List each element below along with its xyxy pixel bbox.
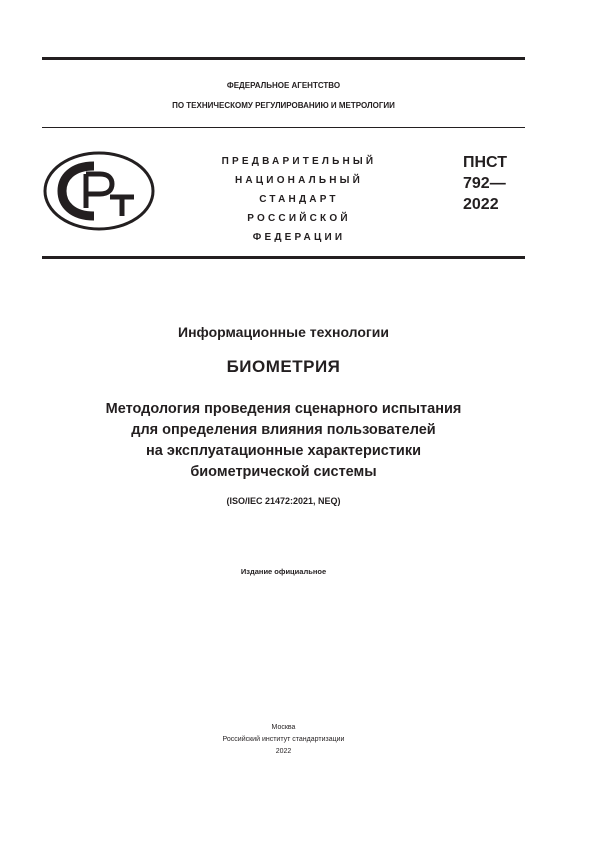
standard-code: [463, 152, 507, 215]
code-prefix: ПНСТ: [463, 154, 507, 171]
iso-reference: (ISO/IEC 21472:2021, NEQ): [226, 496, 341, 506]
agency-rule: [42, 127, 525, 128]
standard-type-line: СТАНДАРТ: [259, 194, 339, 205]
standard-type-line: ПРЕДВАРИТЕЛЬНЫЙ: [221, 156, 377, 167]
top-rule: [42, 57, 525, 60]
agency-line-2: ПО ТЕХНИЧЕСКОМУ РЕГУЛИРОВАНИЮ И МЕТРОЛОГИИ: [172, 101, 395, 110]
document-title: [42, 399, 525, 483]
title-line: Методология проведения сценарного испытания: [105, 401, 462, 417]
document-topic: Информационные технологии: [178, 324, 389, 340]
document-subject: БИОМЕТРИЯ: [226, 357, 341, 376]
title-line: на эксплуатационные характеристики: [145, 443, 422, 459]
imprint-city: Москва: [271, 724, 296, 731]
agency-line-1: ФЕДЕРАЛЬНОЕ АГЕНТСТВО: [226, 81, 341, 90]
standard-type-line: ФЕДЕРАЦИИ: [252, 232, 346, 243]
edition-label: Издание официальное: [240, 567, 327, 576]
code-number: 792—: [463, 175, 506, 192]
imprint: [42, 722, 525, 758]
standard-type-line: РОССИЙСКОЙ: [247, 213, 351, 224]
title-line: биометрической системы: [190, 464, 377, 480]
imprint-year: 2022: [275, 748, 292, 755]
header-bottom-rule: [42, 256, 525, 259]
title-line: для определения влияния пользователей: [131, 422, 436, 438]
gost-r-logo-icon: [42, 150, 156, 232]
code-year: 2022: [463, 196, 499, 213]
standard-type-line: НАЦИОНАЛЬНЫЙ: [234, 175, 364, 186]
agency-name: [42, 76, 525, 116]
imprint-publisher: Российский институт стандартизации: [222, 736, 345, 743]
standard-type: [205, 152, 393, 247]
